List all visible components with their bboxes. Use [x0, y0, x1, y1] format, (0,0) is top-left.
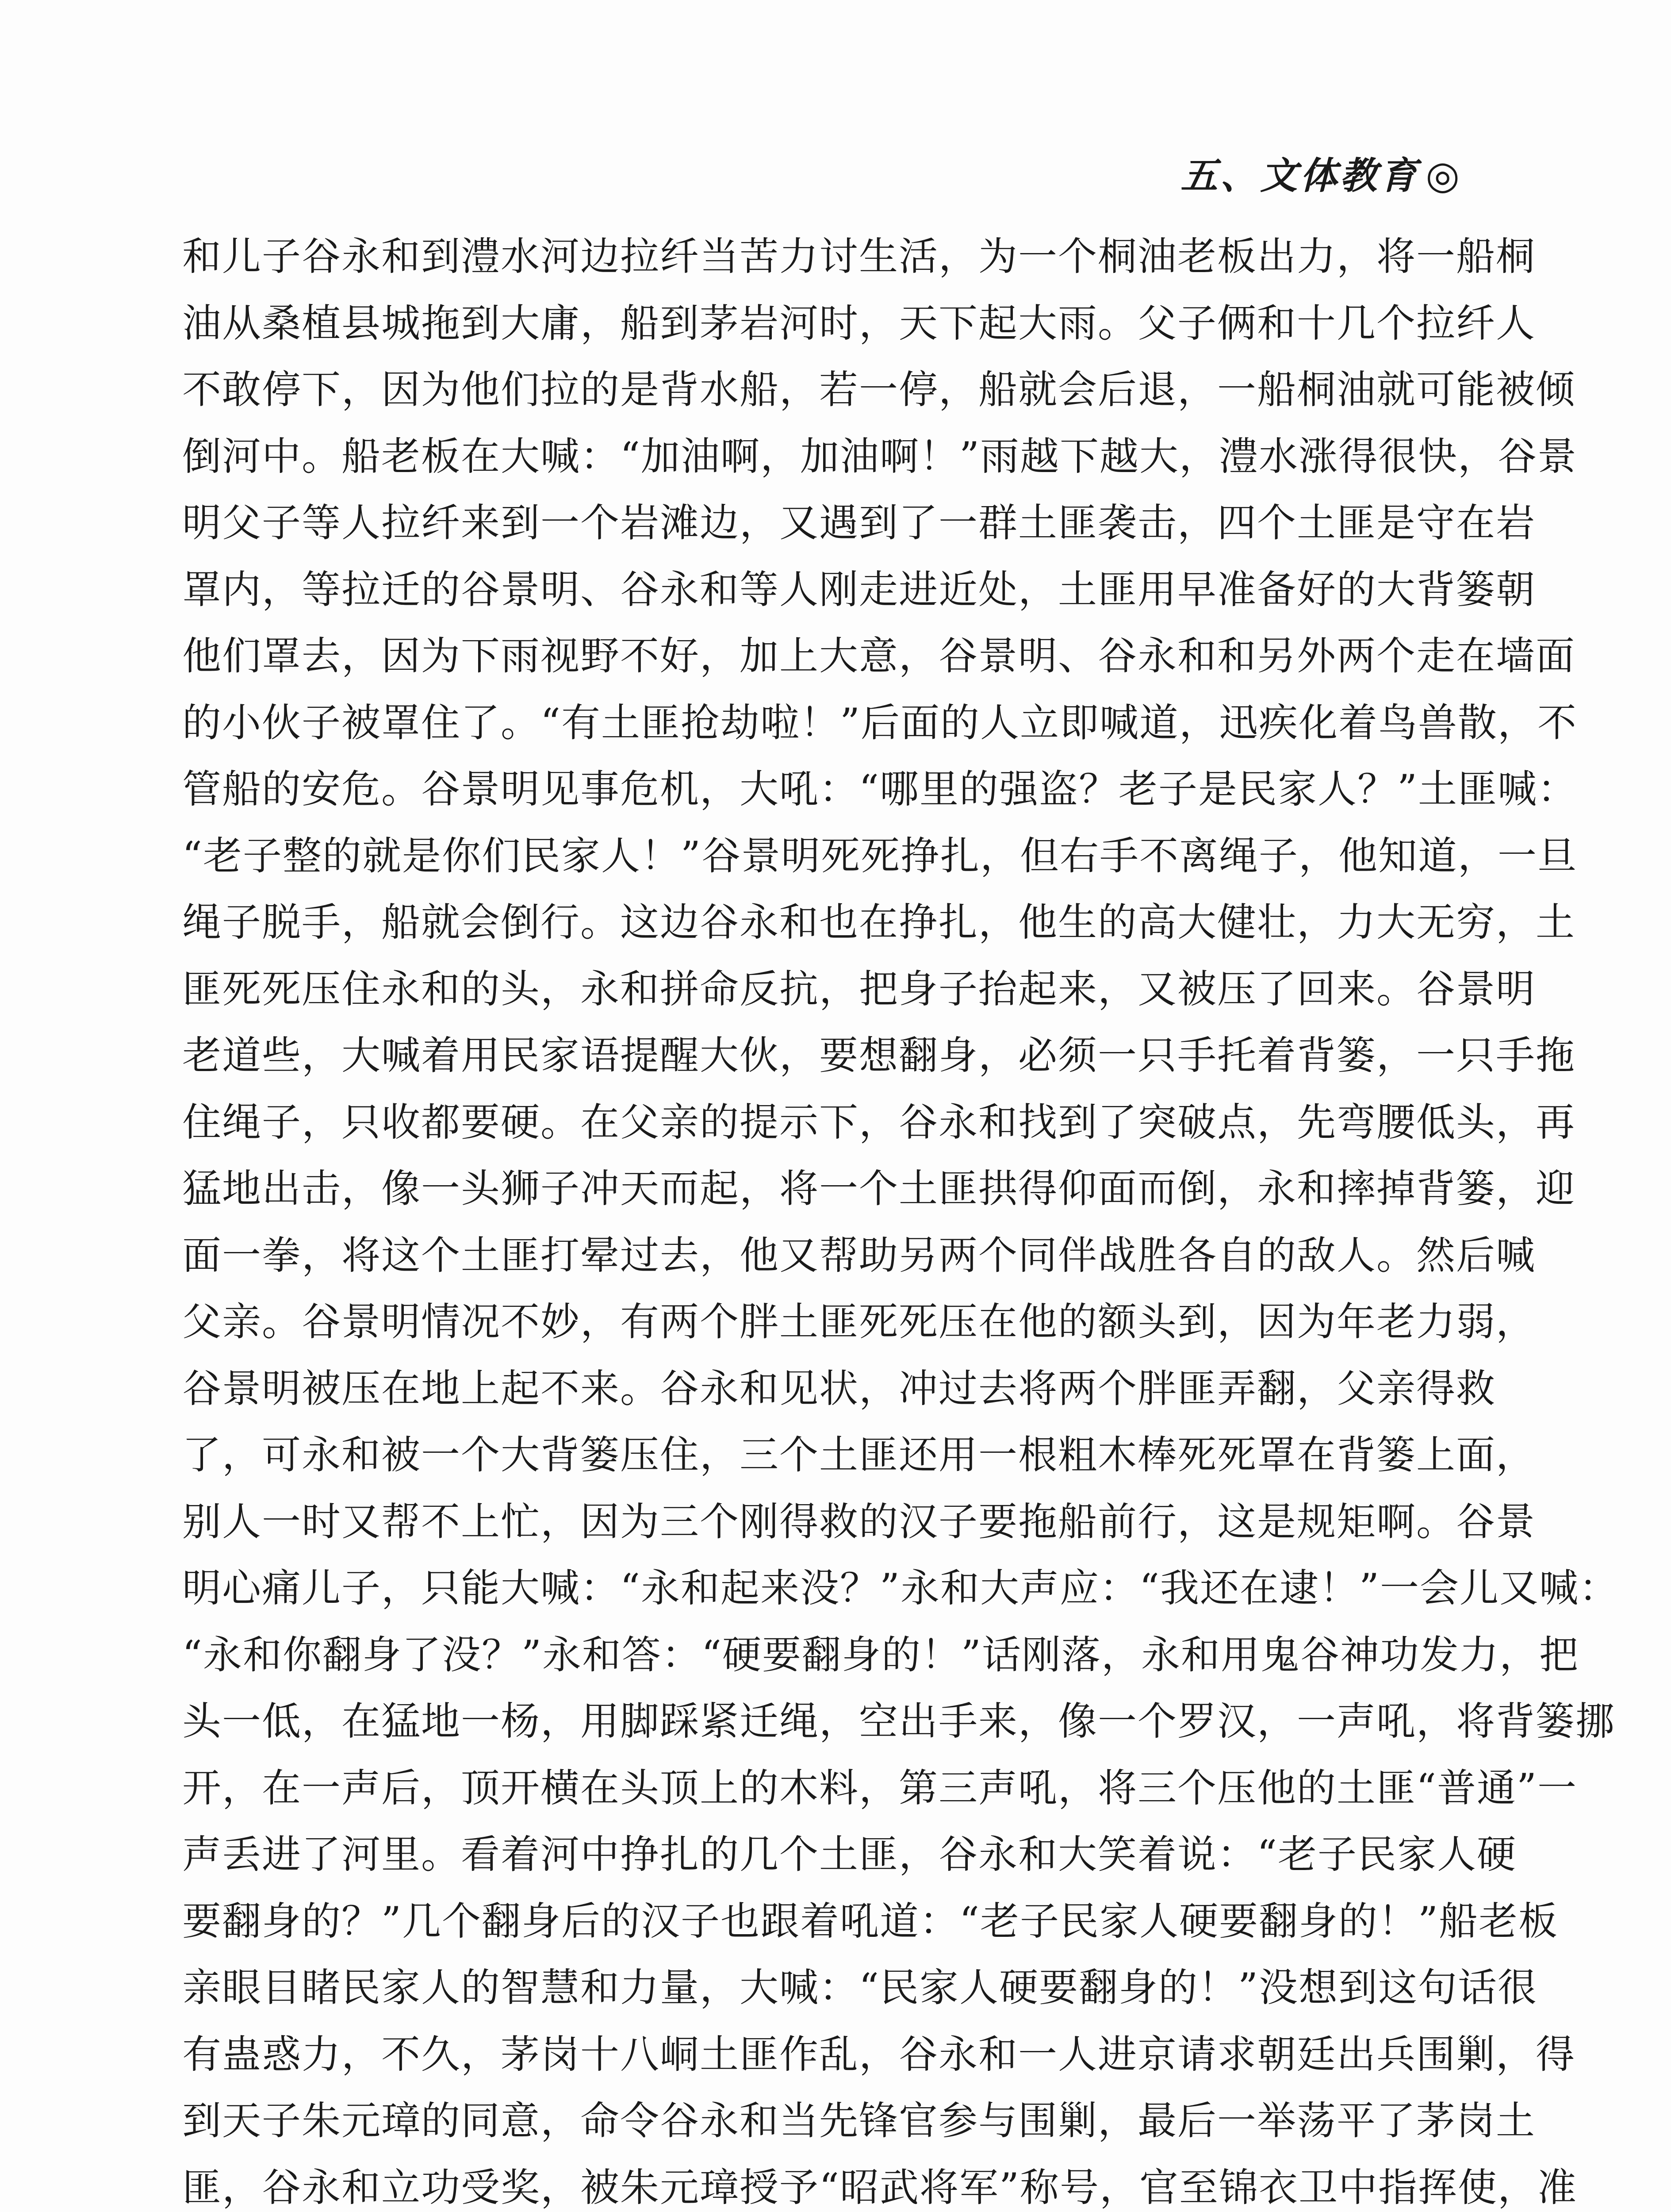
- text-line: 声丢进了河里。看着河中挣扎的几个土匪，谷永和大笑着说：“老子民家人硬: [182, 1832, 1517, 1877]
- section-title: 五、文体教育: [1180, 154, 1420, 197]
- text-line: 不敢停下，因为他们拉的是背水船，若一停，船就会后退，一船桐油就可能被倾: [182, 367, 1576, 412]
- text-line: 了，可永和被一个大背篓压住，三个土匪还用一根粗木棒死死罩在背篓上面，: [182, 1432, 1536, 1478]
- text-line: 和儿子谷永和到澧水河边拉纤当苦力讨生活，为一个桐油老板出力，将一船桐: [182, 234, 1536, 279]
- text-line: 开，在一声后，顶开横在头顶上的木料，第三声吼，将三个压他的土匪“普通”一: [182, 1765, 1577, 1811]
- text-line: 绳子脱手，船就会倒行。这边谷永和也在挣扎，他生的高大健壮，力大无穷，土: [182, 899, 1576, 945]
- text-line: 亲眼目睹民家人的智慧和力量，大喊：“民家人硬要翻身的！”没想到这句话很: [182, 1965, 1537, 2010]
- text-line: 明父子等人拉纤来到一个岩滩边，又遇到了一群土匪袭击，四个土匪是守在岩: [182, 500, 1536, 545]
- circle-mark-icon: ◎: [1426, 152, 1462, 198]
- running-header: [1180, 146, 1462, 200]
- text-line: 到天子朱元璋的同意，命令谷永和当先锋官参与围剿，最后一举荡平了茅岗土: [182, 2098, 1536, 2143]
- text-line: 父亲。谷景明情况不妙，有两个胖土匪死死压在他的额头到，因为年老力弱，: [182, 1299, 1536, 1344]
- text-line: 面一拳，将这个土匪打晕过去，他又帮助另两个同伴战胜各自的敌人。然后喊: [182, 1232, 1536, 1278]
- text-line: 住绳子，只收都要硬。在父亲的提示下，谷永和找到了突破点，先弯腰低头，再: [182, 1099, 1576, 1145]
- text-line: 要翻身的？”几个翻身后的汉子也跟着吼道：“老子民家人硬要翻身的！”船老板: [182, 1898, 1558, 1944]
- text-line: 有蛊惑力，不久，茅岗十八峒土匪作乱，谷永和一人进京请求朝廷出兵围剿，得: [182, 2031, 1576, 2077]
- text-line: 罩内，等拉迁的谷景明、谷永和等人刚走进近处，土匪用早准备好的大背篓朝: [182, 566, 1536, 612]
- text-line: 他们罩去，因为下雨视野不好，加上大意，谷景明、谷永和和另外两个走在墙面: [182, 633, 1576, 679]
- text-line: 的小伙子被罩住了。“有土匪抢劫啦！”后面的人立即喊道，迅疾化着鸟兽散，不: [182, 699, 1577, 745]
- text-line: 别人一时又帮不上忙，因为三个刚得救的汉子要拖船前行，这是规矩啊。谷景: [182, 1498, 1536, 1544]
- text-line: 老道些，大喊着用民家语提醒大伙，要想翻身，必须一只手托着背篓，一只手拖: [182, 1033, 1576, 1078]
- text-line: 管船的安危。谷景明见事危机，大吼：“哪里的强盗？老子是民家人？”土匪喊：: [182, 766, 1577, 812]
- body-text: [182, 223, 1619, 2212]
- text-line: 倒河中。船老板在大喊：“加油啊，加油啊！”雨越下越大，澧水涨得很快，谷景: [182, 433, 1577, 479]
- text-line: 猛地出击，像一头狮子冲天而起，将一个土匪拱得仰面而倒，永和摔掉背篓，迎: [182, 1166, 1576, 1211]
- text-line: “永和你翻身了没？”永和答：“硬要翻身的！”话刚落，永和用鬼谷神功发力，把: [182, 1632, 1579, 1678]
- text-line: 油从桑植县城拖到大庸，船到茅岩河时，天下起大雨。父子俩和十几个拉纤人: [182, 300, 1536, 346]
- text-line: “老子整的就是你们民家人！”谷景明死死挣扎，但右手不离绳子，他知道，一旦: [182, 833, 1577, 879]
- text-line: 匪，谷永和立功受奖，被朱元璋授予“昭武将军”称号，官至锦衣卫中指挥使，准: [182, 2164, 1577, 2210]
- text-line: 匪死死压住永和的头，永和拼命反抗，把身子抬起来，又被压了回来。谷景明: [182, 966, 1536, 1012]
- text-line: 明心痛儿子，只能大喊：“永和起来没？”永和大声应：“我还在逮！”一会儿又喊：: [182, 1565, 1619, 1611]
- text-line: 头一低，在猛地一杨，用脚踩紧迁绳，空出手来，像一个罗汉，一声吼，将背篓挪: [182, 1698, 1616, 1744]
- text-line: 谷景明被压在地上起不来。谷永和见状，冲过去将两个胖匪弄翻，父亲得救: [182, 1365, 1496, 1411]
